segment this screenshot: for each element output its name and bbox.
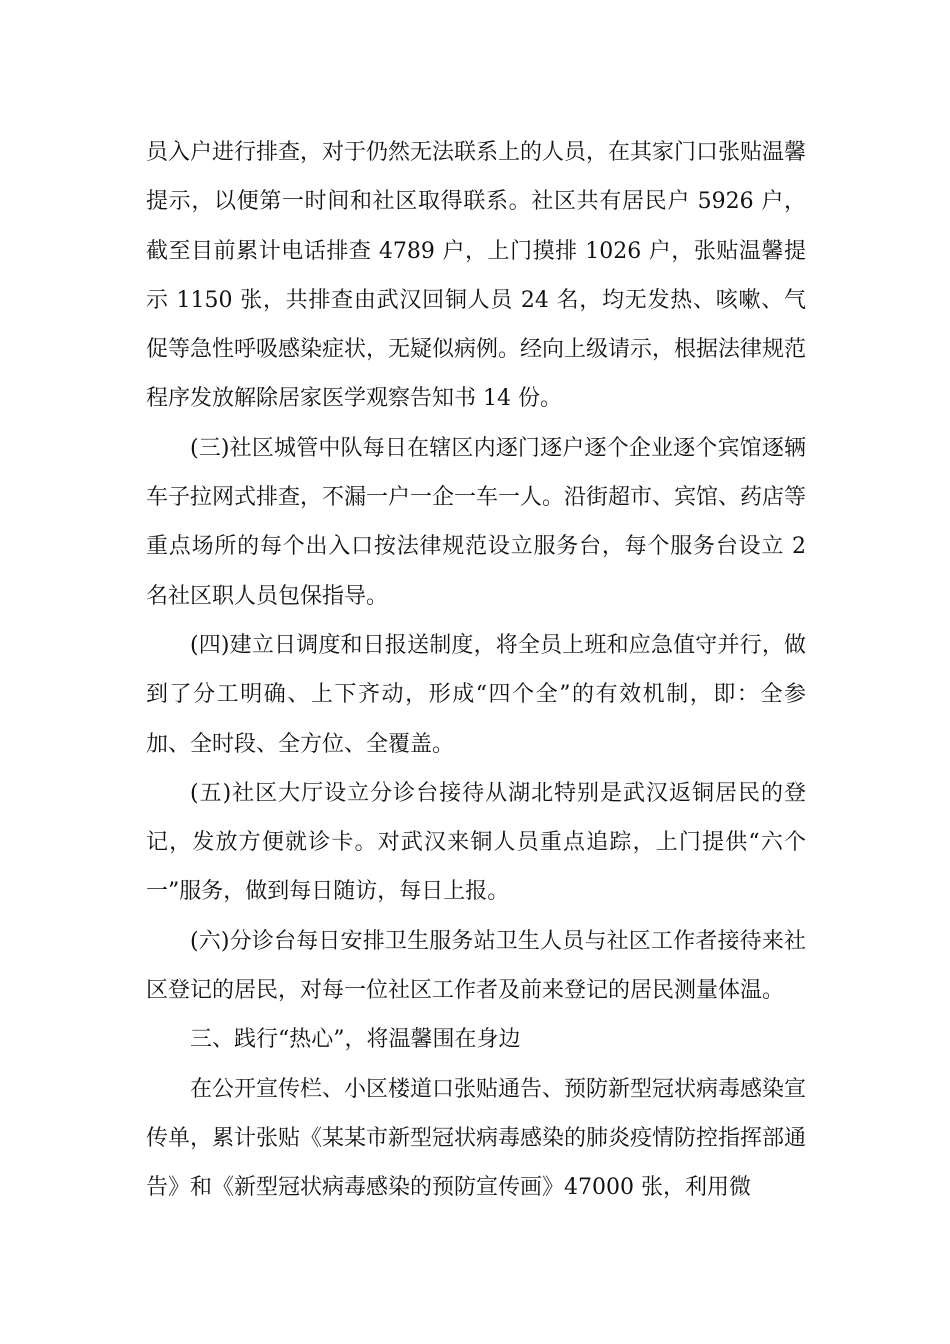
paragraph-section-3: (三)社区城管中队每日在辖区内逐门逐户逐个企业逐个宾馆逐辆车子拉网式排查，不漏一户一企一车一人。沿街超市、宾馆、药店等重点场所的每个出入口按法律规范设立服务台，每个服务台设立 2 名社区职人员包保指导。 (146, 435, 807, 609)
paragraph-section-6: (六)分诊台每日安排卫生服务站卫生人员与社区工作者接待来社区登记的居民，对每一位社区工作者及前来登记的居民测量体温。 (146, 928, 806, 1004)
paragraph-publicity: 在公开宣传栏、小区楼道口张贴通告、预防新型冠状病毒感染宣传单，累计张贴《某某市新型冠状病毒感染的肺炎疫情防控指挥部通告》和《新型冠状病毒感染的预防宣传画》47000 张，利用微 (146, 1076, 807, 1201)
paragraph-section-4: (四)建立日调度和日报送制度，将全员上班和应急值守并行，做到了分工明确、上下齐动，形成“四个全”的有效机制，即：全参加、全时段、全方位、全覆盖。 (146, 632, 806, 757)
paragraph-section-5: (五)社区大厅设立分诊台接待从湖北特别是武汉返铜居民的登记，发放方便就诊卡。对武汉来铜人员重点追踪，上门提供“六个一”服务，做到每日随访，每日上报。 (146, 780, 806, 905)
section-heading-3: 三、践行“热心”，将温馨围在身边 (190, 1027, 521, 1053)
paragraph-continuation: 员入户进行排查，对于仍然无法联系上的人员，在其家门口张贴温馨提示，以便第一时间和社区取得联系。社区共有居民户 5926 户，截至目前累计电话排查 4789 户，上门摸排 1026 户，张贴温馨提示 1150 张，共排查由武汉回铜人员 24 名，均无发热、咳嗽、气促等急性呼吸感染症状，无疑似病例。经向上级请示，根据法律规范程序发放解除居家医学观察告知书 14 份。 (146, 140, 807, 412)
document-body (146, 128, 806, 1213)
